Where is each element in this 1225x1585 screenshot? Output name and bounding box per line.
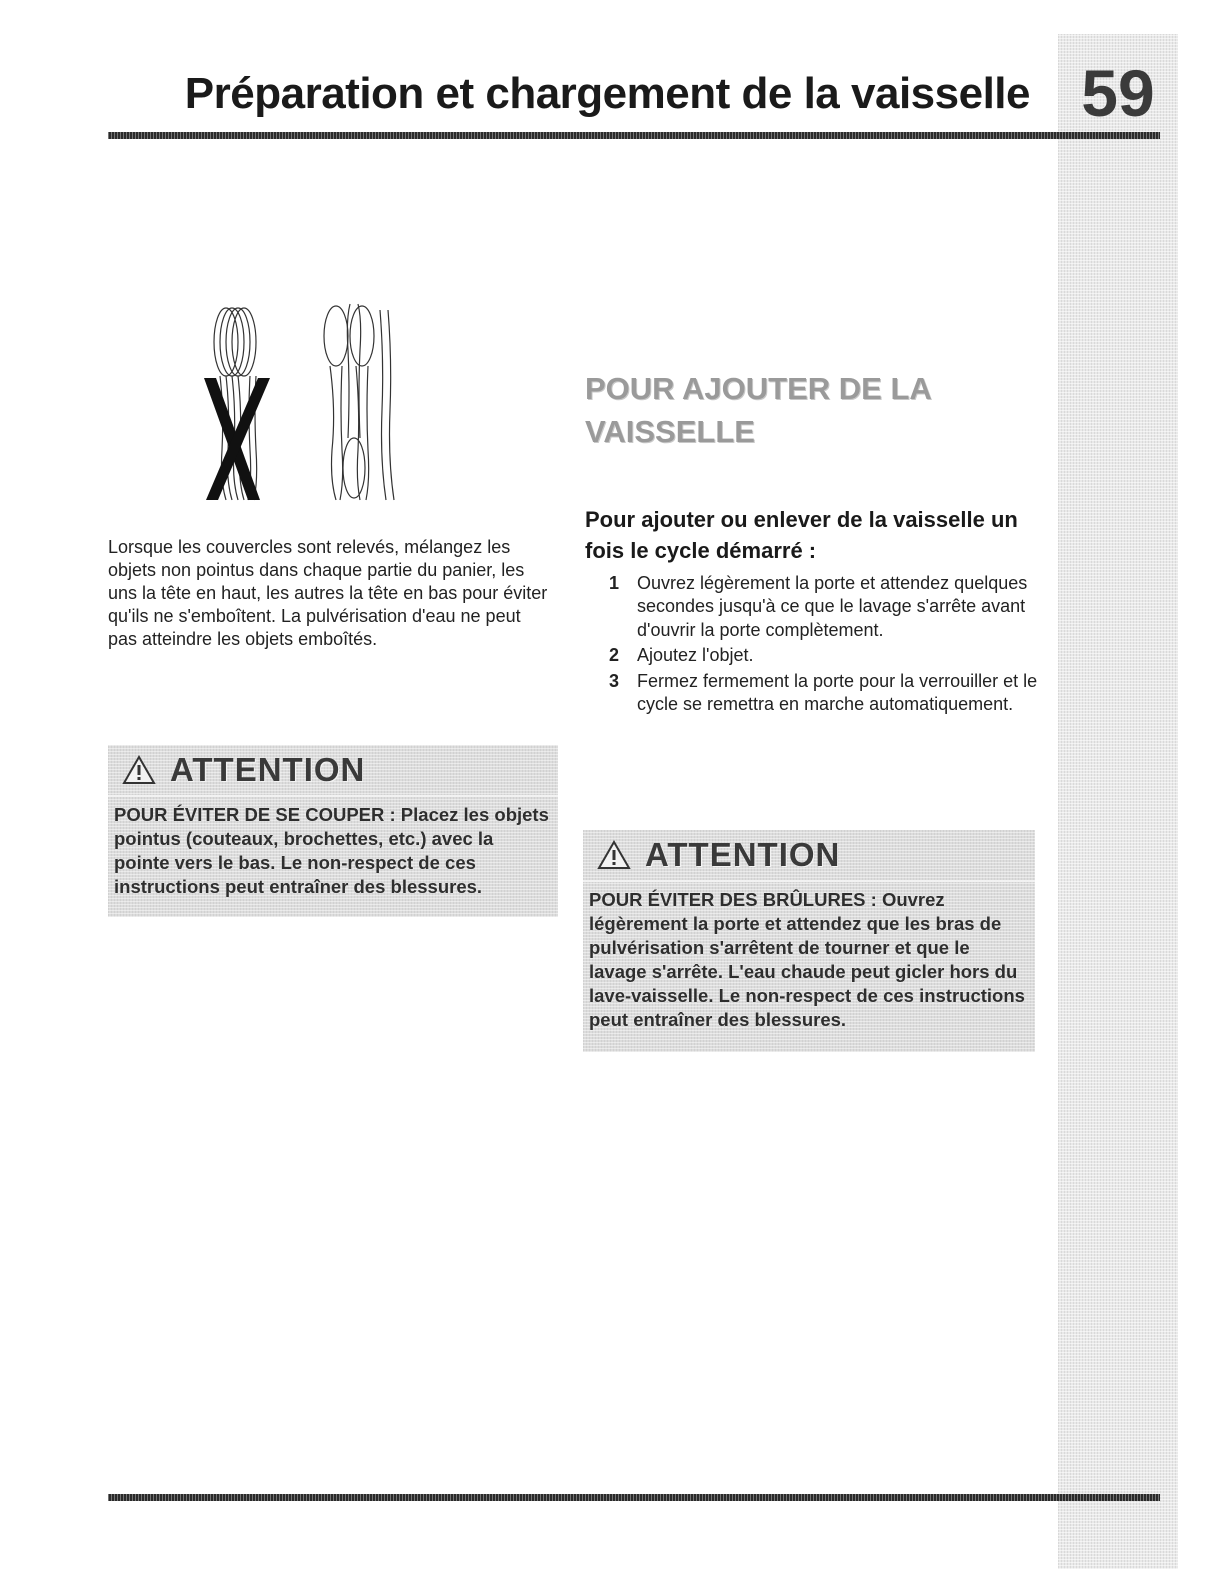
- warning-title: ATTENTION: [645, 836, 841, 873]
- top-rule: [108, 132, 1160, 139]
- page-title: Préparation et chargement de la vaisselle: [184, 69, 1030, 118]
- step-number: 1: [609, 573, 620, 593]
- warning-triangle-icon: [597, 840, 631, 870]
- cross-mark-icon: [204, 378, 270, 500]
- steps-list: [585, 572, 1040, 718]
- page-number: 59: [1081, 56, 1155, 130]
- warning-triangle-icon: [122, 755, 156, 785]
- sub-heading: Pour ajouter ou enlever de la vaisselle un fois le cycle démarré :: [585, 507, 1018, 563]
- warning-box-cut: [108, 745, 558, 917]
- step-number: 3: [609, 670, 620, 691]
- warning-title: ATTENTION: [170, 751, 366, 788]
- list-item: [585, 670, 1040, 717]
- side-tab: [1058, 34, 1178, 1569]
- utensils-illustration: [190, 300, 410, 505]
- step-text: Fermez fermement la porte pour la verrouiller et le cycle se remettra en marche automatiquement.: [637, 670, 1038, 714]
- list-item: [585, 572, 1040, 642]
- warning-body: POUR ÉVITER DE SE COUPER : Placez les objets pointus (couteaux, brochettes, etc.) avec la pointe vers le bas. Le non-respect de ces instructions peut entraîner des blessures.: [114, 804, 549, 898]
- intro-paragraph: Lorsque les couvercles sont relevés, mélangez les objets non pointus dans chaque partie du panier, les uns la tête en haut, les autres la tête en bas pour éviter qu'ils ne s'emboîtent. La pulvérisation d'eau ne peut pas atteindre les objets emboîtés.: [108, 537, 548, 650]
- warning-header: [108, 745, 558, 797]
- warning-body: POUR ÉVITER DES BRÛLURES : Ouvrez légèrement la porte et attendez que les bras de pulvérisation s'arrêtent de tourner et que le lavage s'arrête. L'eau chaude peut gicler hors du lave-vaisselle. Le non-respect de ces instructions peut entraîner des blessures.: [589, 889, 1025, 1031]
- step-text: Ajoutez l'objet.: [637, 645, 754, 666]
- warning-header: [583, 830, 1035, 882]
- warning-box-burn: [583, 830, 1035, 1052]
- step-number: 2: [609, 645, 620, 666]
- step-text: Ouvrez légèrement la porte et attendez quelques secondes jusqu'à ce que le lavage s'arrête avant d'ouvrir la porte complètement.: [637, 573, 1028, 640]
- section-heading: POUR AJOUTER DE LA VAISSELLE: [585, 371, 931, 449]
- list-item: [585, 644, 1040, 667]
- bottom-rule: [108, 1494, 1160, 1501]
- alternated-spoons-icon: [324, 304, 394, 500]
